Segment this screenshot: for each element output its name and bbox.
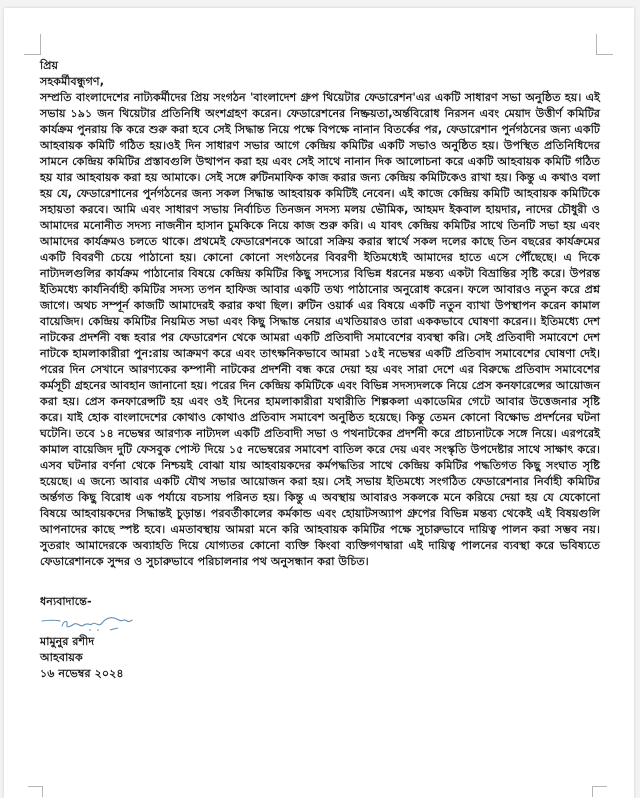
salutation-line-2: সহকর্মীবন্ধুগণ, [40, 75, 104, 88]
closing: ধন্যবাদান্তে- [40, 595, 92, 608]
salutation [40, 58, 600, 90]
letter-body: সম্প্রতি বাংলাদেশের নাট্যকর্মীদের প্রিয় সংগঠন 'বাংলাদেশ গ্রুপ থিয়েটার ফেডারেশন'এর একটি সাধারণ সভা অনুষ্ঠিত হয়। এই সভায় ১৯১ জন থিয়েটার প্রতিনিধি অংশগ্রহণ করেন। ফেডারেশনের নিষ্ক্রয়তা,অর্ন্তবিরোধ নিরসন এবং মেয়াদ উত্তীর্ণ কমিটির কার্যক্রম পুনরায় কি করে শুরু করা হবে সেই সিদ্ধান্ত নিয়ে পক্ষে বিপক্ষে নানান বিতর্কের পর, ফেডারেশান পুর্নগঠনের জন্য একটি আহবায়ক কমিটি গঠিত হয়।ওই দিন সাধারণ সভার আগে কেন্দ্রিয় কমিটির একটি সভাও অনুষ্ঠিত হয়। উপস্থিত প্রতিনিধিদের সামনে কেন্দ্রিয় কমিটির প্রস্তাবগুলি উত্থাপন করা হয় এবং সেই সাথে নানান দিক আলোচনা করে একটি আহবায়ক কমিটি গঠিত হয় যার আহবায়ক করা হয় আমাকে। সেই সঙ্গে রুটিনমাফিক কাজ করার জন্য কেন্দ্রিয় কমিটিকেও রাখা হয়। কিন্তু এ কথাও বলা হয় যে, ফেডারেশানের পুর্নগঠনের জন্য সকল সিদ্ধান্ত আহবায়ক কমিটিই নেবেন। এই কাজে কেন্দ্রিয় কমিটি আহবায়ক কমিটিকে সহায়তা করবে। আমি এবং সাধারণ সভায় নির্বাচিত তিনজন সদস্য মলয় ভৌমিক, আহমদ ইকবাল হায়দার, নাদের চৌধুরী ও আমাদের মনোনীত সদস্য নাজনীন হাসান চুমকিকে নিয়ে কাজ শুরু করি। এ যাবৎ কেন্দ্রিয় কমিটির সাথে তিনটি সভা হয় এবং আমাদের কার্যক্রমও চলতে থাকে। প্রথমেই ফেডারেশনকে আরো সক্রিয় করার স্বার্থে সকল দলের কাছে তিন বছরের কার্যক্রমের একটি বিবরণী চেয়ে পাঠানো হয়। কোনো কোনো সংগঠনের বিবরণী ইতিমধ্যেই আমাদের হাতে এসে পৌঁছেছে। এ দিকে নাট্যদলগুলির কার্যক্রম পাঠানোর বিষয়ে কেন্দ্রিয় কমিটির কিছু সদস্যের বিভিন্ন ধরনের মন্তব্য একটা বিভ্রান্তির সৃষ্টি করে। উপরন্ত ইতিমধ্যে কার্যনির্বাহী কমিটির সদস্য তপন হাফিজ আবার একটি তথ্য পাঠানোর অনুরোধ করেন। ফলে আবারও নতুন করে প্রশ্ন জাগে। অথচ সম্পূর্ন কাজটি আমাদেরই করার কথা ছিল। রুটিন ওয়ার্ক এর বিষয়ে একটি নতুন ব্যাখা উপস্থাপন করেন কামাল বায়েজিদ। কেন্দ্রিয় কমিটির নিয়মিত সভা এবং কিছু সিদ্ধান্ত নেয়ার এখতিয়ারও তারা এককভাবে ঘোষণা করেন।। ইতিমধ্যে দেশ নাটকের প্রদর্শনী বন্ধ হবার পর ফেডারেশন থেকে আমরা একটি প্রতিবাদী সমাবেশের ব্যবস্থা করি। সেই প্রতিবাদী সমাবেশে দেশ নাটকে হামলাকারীরা পুন:রায় আক্রমণ করে এবং তাৎক্ষনিকভাবে আমরা ১৫ই নভেম্বর একটি প্রতিবাদ সমাবেশের ঘোষণা দেই। পরের দিন সেখানে আরণ্যকের কম্পানী নাটকের প্রদর্শনী বন্ধ করে দেয়া হয় এবং সারা দেশে এর বিরুদ্ধে প্রতিবাদ সমাবেশের কর্মসূচী গ্রহনের আবহান জানানো হয়। পরের দিন কেন্দ্রিয় কমিটিকে এবং বিভিন্ন সদস্যদলকে নিয়ে প্রেস কনফারেন্সের আয়োজন করা হয়। প্রেস কনফারেন্সটি হয় এবং ওই দিনের হামলাকারীরা যথারীতি শিল্পকলা একাডেমির গেটে আবার উত্তেজনার সৃষ্টি করে। যাই হোক বাংলাদেশের কোথাও কোথাও প্রতিবাদ সমাবেশ অনুষ্ঠিত হয়েছে। কিন্তু তেমন কোনো বিক্ষোভ প্রদর্শনের ঘটনা ঘটেনি। তবে ১৪ নভেম্বর আরণ্যক নাট্যদল একটি প্রতিবাদী সভা ও পথনাটকের প্রদর্শনী করে প্রাচ্যনাটকে সঙ্গে নিয়ে। এরপরেই কামাল বায়েজিদ দুটি ফেসবুক পোস্ট দিয়ে ১৫ নভেম্বরের সমাবেশ বাতিল করে দেয় এবং সংস্কৃতি উপদেষ্টার সাথে সাক্ষাৎ করে। এসব ঘটনার বর্ণনা থেকে নিশ্চয়ই বোঝা যায় আহবায়কদের কর্মপদ্ধতির সাথে কেন্দ্রিয় কমিটির পদ্ধতিগত কিছু সংঘাত সৃষ্টি হয়েছে। এ জন্যে আবার একটি যৌথ সভার আয়োজন করা হয়। সেই সভায় ইতিমধ্যে সংগঠিত ফেডারেশনার নির্বাহী কমিটির অর্ন্তগত কিছু বিরোধ এক পর্যায়ে বচসায় পরিনত হয়। কিন্তু এ অবস্থায় আবারও সকলকে মনে করিয়ে দেয়া হয় যে যেকোনো বিষয়ে আহবায়কদের সিদ্ধান্তই চুড়ান্ত। পরবর্তীকালের কর্মকান্ড এবং হোয়াটসঅ্যাপ গ্রুপের বিভিন্ন মন্তব্য থেকেই এই বিষয়গুলি আপনাদের কাছে স্পষ্ট হবে। এমতাবস্থায় আমরা মনে করি আহবায়ক কমিটির পক্ষে সুচারুভাবে দায়িত্ব পালন করা সম্ভব নয়। সুতরাং আমাদেরকে অব্যাহতি দিয়ে যোগ্যতর কোনো ব্যক্তি কিংবা ব্যক্তিগণদ্বারা এই দায়িত্ব পালনের ব্যবস্থা করে ভবিষ্যতে ফেডারেশানকে সুন্দর ও সুচারুভাবে পরিচালনার পথ অনুসন্ধান করা উচিত। [40, 91, 600, 568]
letter-date: ১৬ নভেম্বর ২০২৪ [40, 667, 124, 680]
handwritten-signature [40, 612, 600, 634]
signatory-name: মামুনুর রশীদ [40, 635, 95, 648]
signatory-title: আহবায়ক [40, 651, 83, 664]
crop-mark-bottom-left [28, 786, 43, 797]
crop-mark-top-right [596, 34, 613, 55]
letter-content [40, 58, 600, 682]
crop-mark-top-left [24, 34, 41, 55]
salutation-line-1: প্রিয় [40, 59, 59, 72]
crop-mark-bottom-right [592, 786, 607, 797]
signature-icon [40, 612, 160, 634]
